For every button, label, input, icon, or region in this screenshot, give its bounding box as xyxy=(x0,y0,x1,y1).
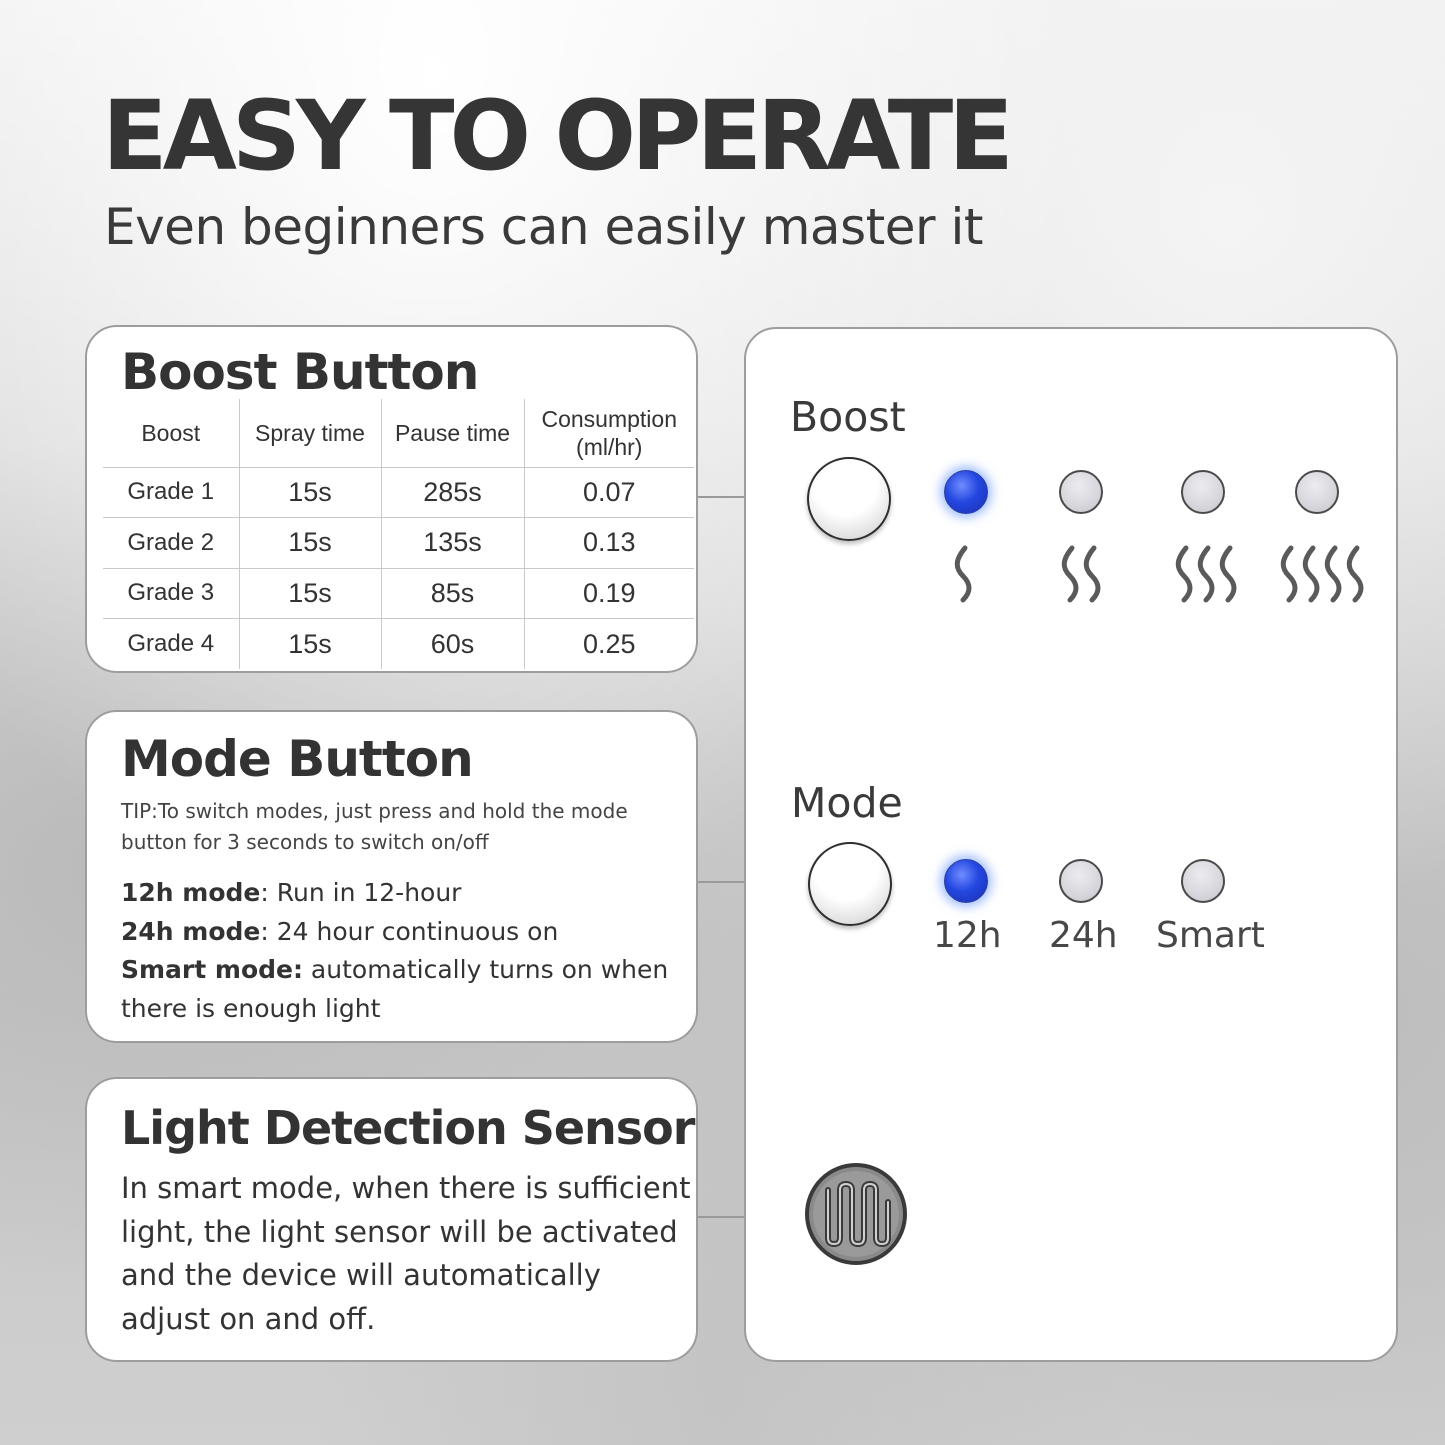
boost-label: Boost xyxy=(790,393,906,441)
mist-wave-icon xyxy=(1058,544,1108,604)
mist-wave-icon xyxy=(1277,544,1369,604)
mist-wave-stroke xyxy=(1283,548,1295,600)
table-cell: 0.13 xyxy=(524,518,694,569)
mist-wave-stroke xyxy=(1349,548,1361,600)
mode-tip-text: TIP:To switch modes, just press and hold the mode button for 3 seconds to switch on/off xyxy=(121,799,628,854)
consumption-header: Consumption (ml/hr) xyxy=(541,405,678,460)
mist-wave-stroke xyxy=(1327,548,1339,600)
mode-button-card xyxy=(85,710,698,1043)
table-cell: 15s xyxy=(239,619,381,670)
control-panel xyxy=(744,327,1398,1362)
mode-button-icon[interactable] xyxy=(808,842,892,926)
boost-button-icon[interactable] xyxy=(807,457,891,541)
table-cell: 135s xyxy=(381,518,524,569)
table-cell: 85s xyxy=(381,568,524,619)
mode-item-smart xyxy=(121,951,681,1028)
mode-label: Mode xyxy=(791,779,903,827)
table-row xyxy=(103,619,694,670)
table-header-row xyxy=(103,399,694,467)
light-sensor-card xyxy=(85,1077,698,1362)
table-cell: 285s xyxy=(381,467,524,518)
mist-wave-icon xyxy=(1172,544,1242,604)
mist-wave-stroke xyxy=(1178,548,1190,600)
light-card-title: Light Detection Sensor xyxy=(121,1101,695,1155)
table-cell: 60s xyxy=(381,619,524,670)
table-cell: Grade 3 xyxy=(103,568,239,619)
light-sensor-icon xyxy=(804,1162,908,1266)
mode-option-24h: 24h xyxy=(1049,915,1118,956)
mist-wave-stroke xyxy=(1222,548,1234,600)
mode-led-smart xyxy=(1181,859,1225,903)
mist-wave-stroke xyxy=(1305,548,1317,600)
mode-card-title: Mode Button xyxy=(121,730,473,788)
mode-desc: : 24 hour continuous on xyxy=(260,916,559,946)
boost-led-1 xyxy=(944,470,988,514)
table-cell: 0.07 xyxy=(524,467,694,518)
table-cell: 15s xyxy=(239,568,381,619)
page-subtitle: Even beginners can easily master it xyxy=(104,198,983,256)
mode-led-24h xyxy=(1059,859,1103,903)
mode-desc: automatically turns on when there is enough light xyxy=(121,955,669,1023)
mist-wave-icon xyxy=(951,544,981,604)
mode-item-24h xyxy=(121,913,681,952)
table-cell: 0.19 xyxy=(524,568,694,619)
mode-name: 24h mode xyxy=(121,916,261,946)
page-title: EASY TO OPERATE xyxy=(102,80,1009,192)
mode-led-12h xyxy=(944,859,988,903)
boost-button-card xyxy=(85,325,698,673)
boost-grade-table xyxy=(103,399,694,669)
table-cell: 15s xyxy=(239,518,381,569)
column-header xyxy=(524,399,694,467)
mist-wave-stroke xyxy=(1064,548,1076,600)
boost-led-3 xyxy=(1181,470,1225,514)
mist-wave-stroke xyxy=(957,548,969,600)
boost-led-2 xyxy=(1059,470,1103,514)
table-cell: 0.25 xyxy=(524,619,694,670)
mode-list xyxy=(121,874,681,1028)
column-header: Spray time xyxy=(239,399,381,467)
table-row xyxy=(103,518,694,569)
mode-item-12h xyxy=(121,874,681,913)
column-header: Pause time xyxy=(381,399,524,467)
table-cell: Grade 1 xyxy=(103,467,239,518)
boost-led-4 xyxy=(1295,470,1339,514)
table-cell: Grade 4 xyxy=(103,619,239,670)
mode-name: Smart mode: xyxy=(121,955,303,984)
table-row xyxy=(103,467,694,518)
mode-name: 12h mode xyxy=(121,878,261,907)
mode-desc: : Run in 12-hour xyxy=(260,878,462,907)
mode-option-smart: Smart xyxy=(1156,915,1265,956)
mist-wave-stroke xyxy=(1086,548,1098,600)
light-card-text: In smart mode, when there is sufficient light, the light sensor will be activated and the device will automatically adjust on and off. xyxy=(121,1171,691,1336)
mist-wave-stroke xyxy=(1200,548,1212,600)
mode-option-12h: 12h xyxy=(933,915,1002,956)
table-cell: Grade 2 xyxy=(103,518,239,569)
column-header: Boost xyxy=(103,399,239,467)
boost-card-title: Boost Button xyxy=(121,343,479,401)
table-row xyxy=(103,568,694,619)
table-cell: 15s xyxy=(239,467,381,518)
